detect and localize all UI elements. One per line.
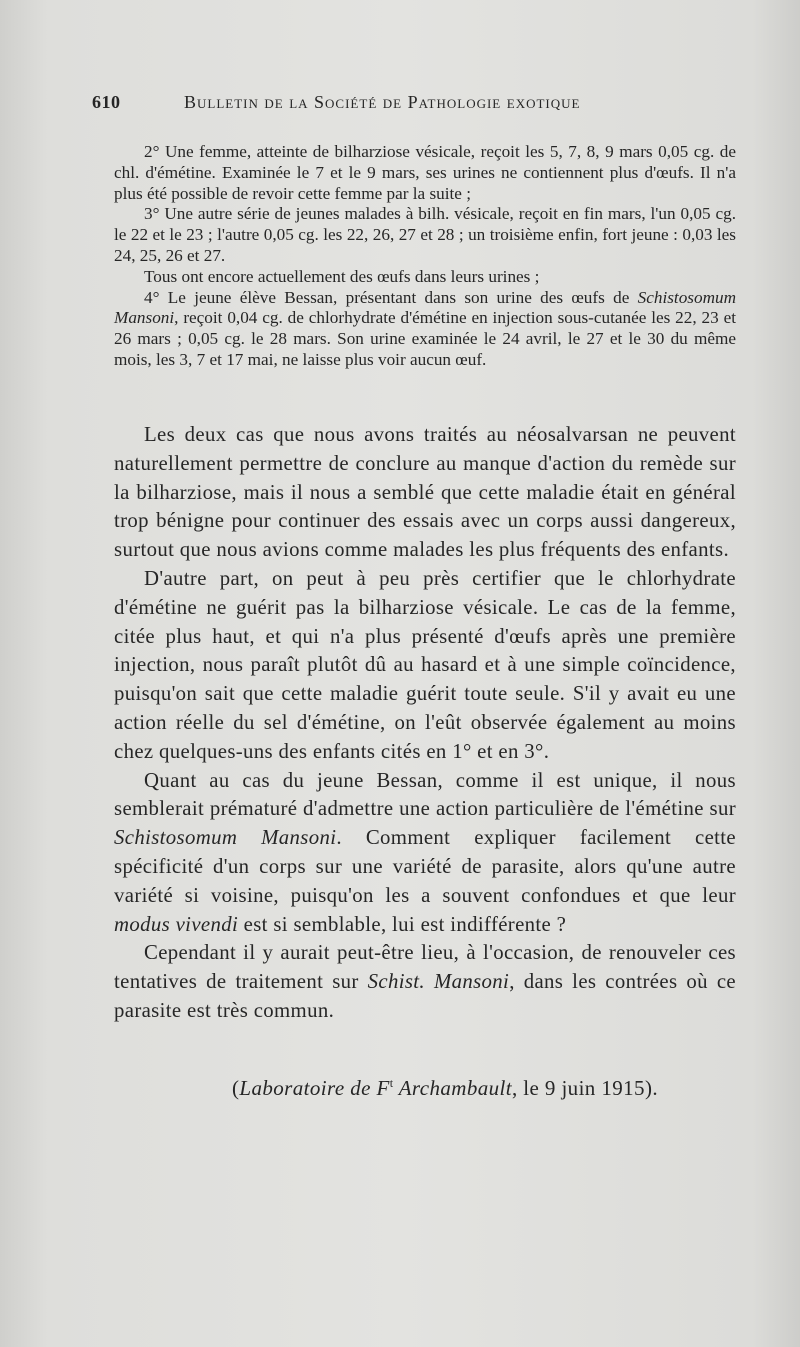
paragraph-3-latin: modus vivendi xyxy=(114,912,239,936)
case-item-4 xyxy=(114,288,736,371)
paragraph-4-b: , dans les contrées où ce parasite est très commun. xyxy=(114,970,736,1022)
signoff-date: , le 9 juin 1915). xyxy=(511,1076,659,1100)
laboratory-signoff xyxy=(232,1076,658,1101)
signoff-open: ( xyxy=(232,1076,240,1100)
signoff-lab: Laboratoire de F xyxy=(239,1076,390,1100)
case-item-3-continued: Tous ont encore actuellement des œufs dans leurs urines ; xyxy=(144,266,540,286)
page-header xyxy=(92,92,712,118)
paragraph-2: D'autre part, on peut à peu près certifier que le chlorhydrate d'émétine ne guérit pas la bilharziose vésicale. Le cas de la femme, citée plus haut, et qui n'a plus présenté d'œufs après une première injection, nous paraît plutôt dû au hasard et à une simple coïncidence, puisqu'on sait que cette maladie guérit toute seule. S'il y avait eu une action réelle du sel d'émétine, on l'eût observée également au moins chez quelques-uns des enfants cités en 1° et en 3°. xyxy=(114,566,736,763)
case-item-2: 2° Une femme, atteinte de bilharziose vésicale, reçoit les 5, 7, 8, 9 mars 0,05 cg. de chl. d'émétine. Examinée le 7 et le 9 mars, ses urines ne contiennent plus d'œufs. Il n'a plus été possible de revoir cette femme par la suite ; xyxy=(114,142,736,203)
signoff-lab-name: Archambault xyxy=(393,1076,512,1100)
case-list xyxy=(114,142,736,371)
paragraph-4 xyxy=(114,939,736,1025)
paragraph-3-b: . Comment expliquer facilement cette spécificité d'un corps sur une variété de parasite, alors qu'une autre variété si voisine, puisqu'on les a souvent confondues et que leur xyxy=(114,826,736,907)
paragraph-3 xyxy=(114,767,736,940)
paragraph-1: Les deux cas que nous avons traités au néosalvarsan ne peuvent naturellement permettre de conclure au manque d'action du remède sur la bilharziose, mais il nous a semblé que cette maladie était en général trop bénigne pour continuer des essais avec un corps aussi dangereux, surtout que nous avions comme malades les plus fréquents des enfants. xyxy=(114,423,736,562)
case-item-3: 3° Une autre série de jeunes malades à bilh. vésicale, reçoit en fin mars, l'un 0,05 cg. le 22 et le 23 ; l'autre 0,05 cg. les 22, 26, 27 et 28 ; un troisième enfin, fort jeune : 0,03 les 24, 25, 26 et 27. xyxy=(114,204,736,265)
paragraph-4-species: Schist. Mansoni xyxy=(367,970,510,994)
case-item-4-start: 4° Le jeune élève Bessan, présentant dans son urine des œufs de xyxy=(144,287,638,307)
paragraph-3-species: Schistosomum Mansoni xyxy=(114,826,337,850)
paragraph-4-a: Cependant il y aurait peut-être lieu, à l'occasion, de renouveler ces tentatives de traitement sur xyxy=(114,941,736,994)
case-item-4-species: Schistosomum Mansoni xyxy=(114,287,736,328)
case-item-4-end: , reçoit 0,04 cg. de chlorhydrate d'émétine en injection sous-cutanée les 22, 23 et 26 mars ; 0,05 cg. le 28 mars. Son urine examinée le 24 avril, le 27 et le 30 du même mois, les 3, 7 et 17 mai, ne laisse plus voir aucun œuf. xyxy=(114,308,736,369)
running-title: Bulletin de la Société de Pathologie exotique xyxy=(184,92,581,112)
signoff-lab-sup: t xyxy=(389,1076,394,1090)
paragraph-3-a: Quant au cas du jeune Bessan, comme il est unique, il nous semblerait prématuré d'admettre une action particulière de l'émétine sur xyxy=(114,768,736,821)
discussion-text xyxy=(114,421,736,1026)
paragraph-3-c: est si semblable, lui est indifférente ? xyxy=(238,912,567,936)
page-number: 610 xyxy=(92,92,121,112)
